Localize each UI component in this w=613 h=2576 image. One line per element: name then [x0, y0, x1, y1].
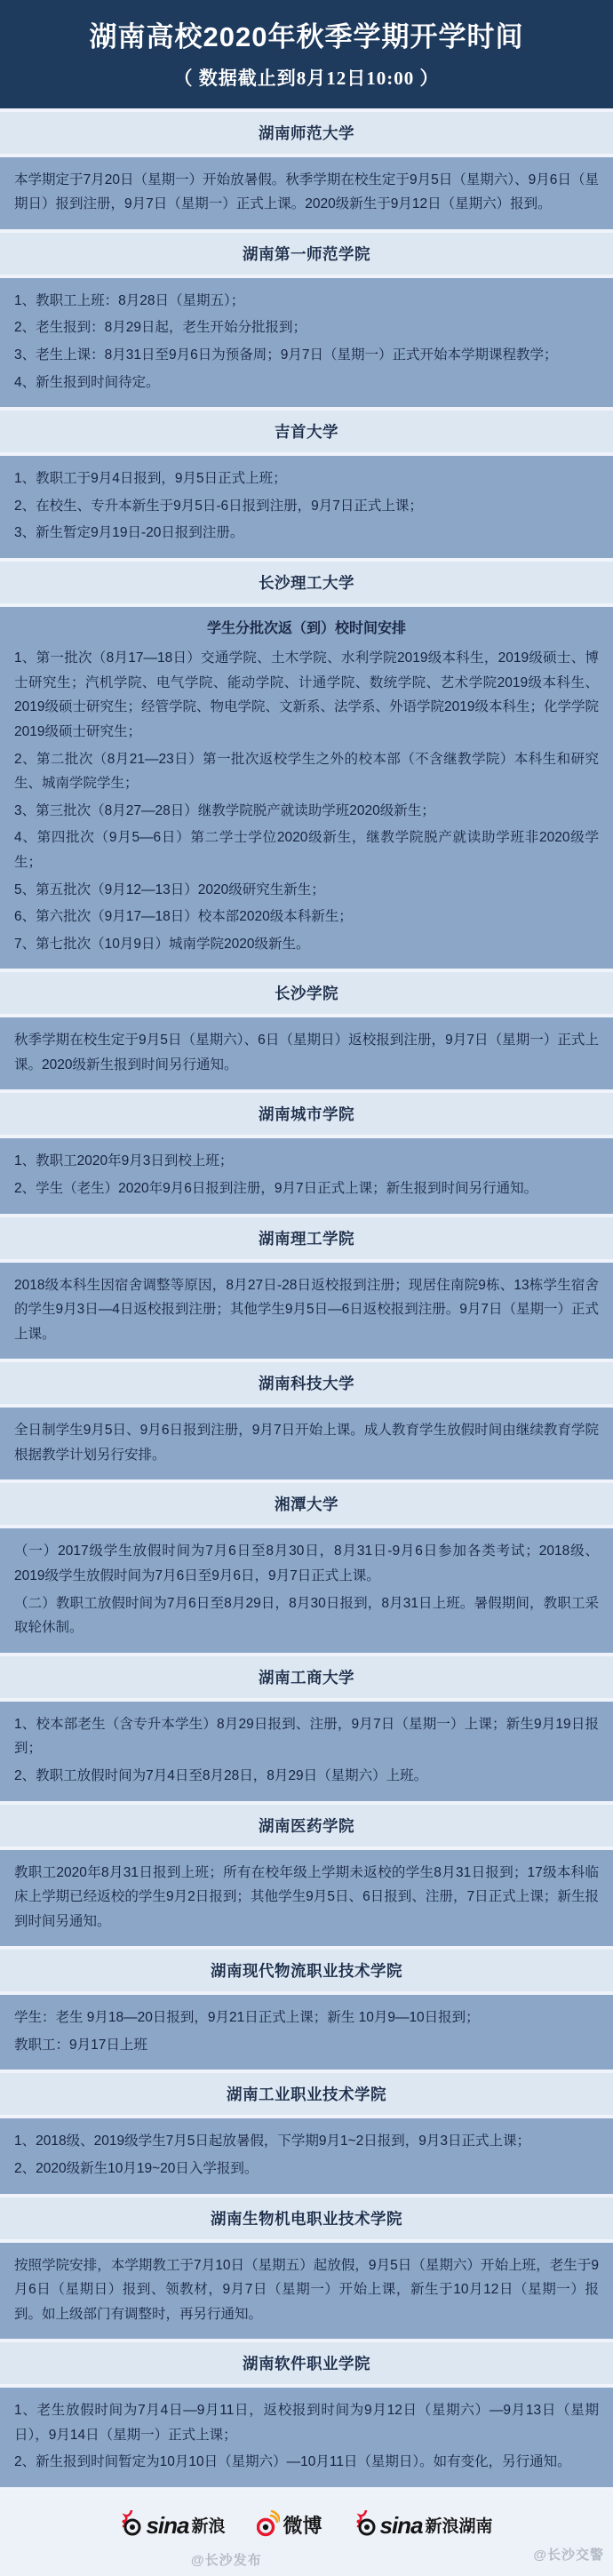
sina-hunan-eye-icon: [354, 2510, 378, 2537]
section-5: [0, 972, 613, 1089]
section-title: 湖南工业职业技术学院: [0, 2073, 613, 2115]
content-line: 1、教职工2020年9月3日到校上班；: [14, 1153, 234, 1169]
content-line: 5、第五批次（9月12—13日）2020级研究生新生；: [14, 881, 325, 897]
section-title: 湖南科技大学: [0, 1362, 613, 1404]
section-title: 湘潭大学: [0, 1483, 613, 1525]
content-line: 7、第七批次（10月9日）城南学院2020级新生。: [14, 936, 310, 952]
content-subtitle: 学生分批次返（到）校时间安排: [206, 620, 406, 636]
weibo-eye-icon: [257, 2510, 280, 2537]
section-content: [0, 2118, 613, 2193]
section-content: [0, 2243, 613, 2340]
section-title: 湖南第一师范学院: [0, 233, 613, 275]
sina-logo-cjk: 新浪: [191, 2517, 226, 2537]
page-subtitle: （ 数据截止到8月12日10:00 ）: [173, 67, 440, 89]
content-line: 秋季学期在校生定于9月5日（星期六）、6日（星期日）返校报到注册，9月7日（星期一）正式上课。2020级新生报到时间另行通知。: [14, 1033, 599, 1073]
section-6: [0, 1093, 613, 1213]
section-content: [0, 607, 613, 969]
content-line: 教职工：9月17日上班: [14, 2037, 147, 2053]
sina-hunan-logo: [354, 2510, 493, 2540]
section-title: 长沙理工大学: [0, 562, 613, 603]
content-line: 学生：老生 9月18—20日报到，9月21日正式上课；新生 10月9—10日报到；: [14, 2010, 480, 2026]
section-content: [0, 1138, 613, 1213]
section-14: [0, 2197, 613, 2340]
section-title: 湖南生物机电职业技术学院: [0, 2197, 613, 2239]
content-line: 2、第二批次（8月21—23日）第一批次返校学生之外的校本部（不含继教学院）本科生和研究生、城南学院学生；: [14, 751, 599, 792]
section-content: [0, 2388, 613, 2487]
sections: [0, 108, 613, 2487]
content-line: 6、第六批次（9月17—18日）校本部2020级本科新生；: [14, 909, 353, 925]
section-content: [0, 278, 613, 407]
watermark-changsha-jiaojing: @长沙交警: [533, 2548, 604, 2564]
section-13: [0, 2073, 613, 2193]
logo-row: [0, 2510, 613, 2540]
section-15: [0, 2342, 613, 2487]
weibo-logo-cjk: 微博: [283, 2514, 322, 2537]
content-line: 4、新生报到时间待定。: [14, 374, 160, 390]
section-11: [0, 1805, 613, 1947]
page-title: 湖南高校2020年秋季学期开学时间: [89, 21, 524, 52]
content-line: 1、教职工上班：8月28日（星期五）；: [14, 292, 245, 308]
watermark-changsha-fabu: @长沙发布: [191, 2553, 262, 2569]
section-3: [0, 411, 613, 558]
section-content: [0, 1528, 613, 1652]
section-content: [0, 1995, 613, 2070]
section-12: [0, 1950, 613, 2070]
section-content: [0, 1263, 613, 1360]
content-line: 2、老生报到：8月29日起，老生开始分批报到；: [14, 320, 306, 336]
content-line: 1、教职工于9月4日报到，9月5日正式上班；: [14, 471, 287, 487]
sina-logo-text: sina: [146, 2512, 189, 2540]
section-8: [0, 1362, 613, 1479]
content-line: 2、新生报到时间暂定为10月10日（星期六）—10月11日（星期日）。如有变化，另行通知。: [14, 2454, 571, 2470]
content-line: 1、2018级、2019级学生7月5日起放暑假，下学期9月1~2日报到，9月3日正式上课；: [14, 2133, 530, 2149]
section-title: 湖南软件职业学院: [0, 2342, 613, 2384]
sina-eye-icon: [120, 2510, 143, 2537]
section-2: [0, 233, 613, 407]
section-content: [0, 1017, 613, 1089]
section-title: 湖南理工学院: [0, 1217, 613, 1259]
sina-logo: [120, 2510, 226, 2540]
content-line: （二）教职工放假时间为7月6日至8月29日，8月30日报到，8月31日上班。暑假期间，教职工采取轮休制。: [14, 1595, 599, 1636]
content-line: 4、第四批次（9月5—6日）第二学士学位2020级新生，继教学院脱产就读助学班非2020级学生；: [14, 830, 599, 870]
content-line: 本学期定于7月20日（星期一）开始放暑假。秋季学期在校生定于9月5日（星期六）、9月6日（星期日）报到注册，9月7日（星期一）正式上课。2020级新生于9月12日（星期六）报到。: [14, 171, 599, 212]
content-line: 1、第一批次（8月17—18日）交通学院、土木学院、水利学院2019级本科生，2019级硕士、博士研究生；汽机学院、电气学院、能动学院、计通学院、数统学院、艺术学院2019级本科生、2019级硕士研究生；经管学院、物电学院、文新系、法学系、外语学院2019级本科生；化学学院2019级硕士研究生；: [14, 650, 600, 740]
sina-hunan-logo-text: sina: [379, 2512, 423, 2540]
sina-hunan-logo-cjk: 新浪湖南: [425, 2517, 493, 2537]
content-line: 1、老生放假时间为7月4日—9月11日，返校报到时间为9月12日（星期六）—9月13日（星期日），9月14日（星期一）正式上课；: [14, 2403, 599, 2443]
content-line: 3、新生暂定9月19日-20日报到注册。: [14, 525, 244, 541]
section-title: 湖南工商大学: [0, 1656, 613, 1698]
weibo-logo: [257, 2510, 322, 2537]
section-10: [0, 1656, 613, 1801]
content-line: 2、教职工放假时间为7月4日至8月28日，8月29日（星期六）上班。: [14, 1767, 428, 1783]
section-content: [0, 1702, 613, 1801]
section-title: 湖南师范大学: [0, 112, 613, 154]
section-title: 长沙学院: [0, 972, 613, 1014]
section-title: 湖南现代物流职业技术学院: [0, 1950, 613, 1991]
section-4: [0, 562, 613, 969]
section-title: 湖南城市学院: [0, 1093, 613, 1135]
section-title: 湖南医药学院: [0, 1805, 613, 1846]
content-line: 1、校本部老生（含专升本学生）8月29日报到、注册，9月7日（星期一）上课；新生9月19日报到；: [14, 1716, 599, 1757]
content-line: 2、2020级新生10月19~20日入学报到。: [14, 2160, 259, 2176]
section-content: [0, 1408, 613, 1479]
section-title: 吉首大学: [0, 411, 613, 452]
content-line: 2、在校生、专升本新生于9月5日-6日报到注册，9月7日正式上课；: [14, 498, 423, 514]
content-line: （一）2017级学生放假时间为7月6日至8月30日，8月31日-9月6日参加各类考试；2018级、2019级学生放假时间为7月6日至9月6日，9月7日正式上课。: [14, 1543, 599, 1584]
content-line: 3、第三批次（8月27—28日）继教学院脱产就读助学班2020级新生；: [14, 802, 435, 818]
content-line: 2、学生（老生）2020年9月6日报到注册，9月7日正式上课；新生报到时间另行通知。: [14, 1180, 538, 1196]
content-line: 按照学院安排，本学期教工于7月10日（星期五）起放假，9月5日（星期六）开始上班，老生于9月6日（星期日）报到、领教材，9月7日（星期一）开始上课，新生于10月12日（星期一）报到。如上级部门有调整时，再另行通知。: [14, 2257, 599, 2322]
content-line: 3、老生上课：8月31日至9月6日为预备周；9月7日（星期一）正式开始本学期课程教学；: [14, 347, 558, 363]
section-7: [0, 1217, 613, 1360]
section-content: [0, 157, 613, 229]
content-line: 全日制学生9月5日、9月6日报到注册，9月7日开始上课。成人教育学生放假时间由继续教育学院根据教学计划另行安排。: [14, 1423, 599, 1463]
section-content: [0, 456, 613, 558]
footer: [0, 2491, 613, 2576]
section-9: [0, 1483, 613, 1652]
content-line: 2018级本科生因宿舍调整等原因，8月27日-28日返校报到注册；现居住南院9栋、13栋学生宿舍的学生9月3日—4日返校报到注册；其他学生9月5日—6日返校报到注册。9月7日（星期一）正式上课。: [14, 1277, 599, 1342]
section-1: [0, 112, 613, 229]
content-line: 教职工2020年8月31日报到上班；所有在校年级上学期未返校的学生8月31日报到；17级本科临床上学期已经返校的学生9月2日报到；其他学生9月5日、6日报到、注册，7日正式上课；新生报到时间另通知。: [14, 1864, 599, 1929]
banner: [0, 0, 613, 108]
